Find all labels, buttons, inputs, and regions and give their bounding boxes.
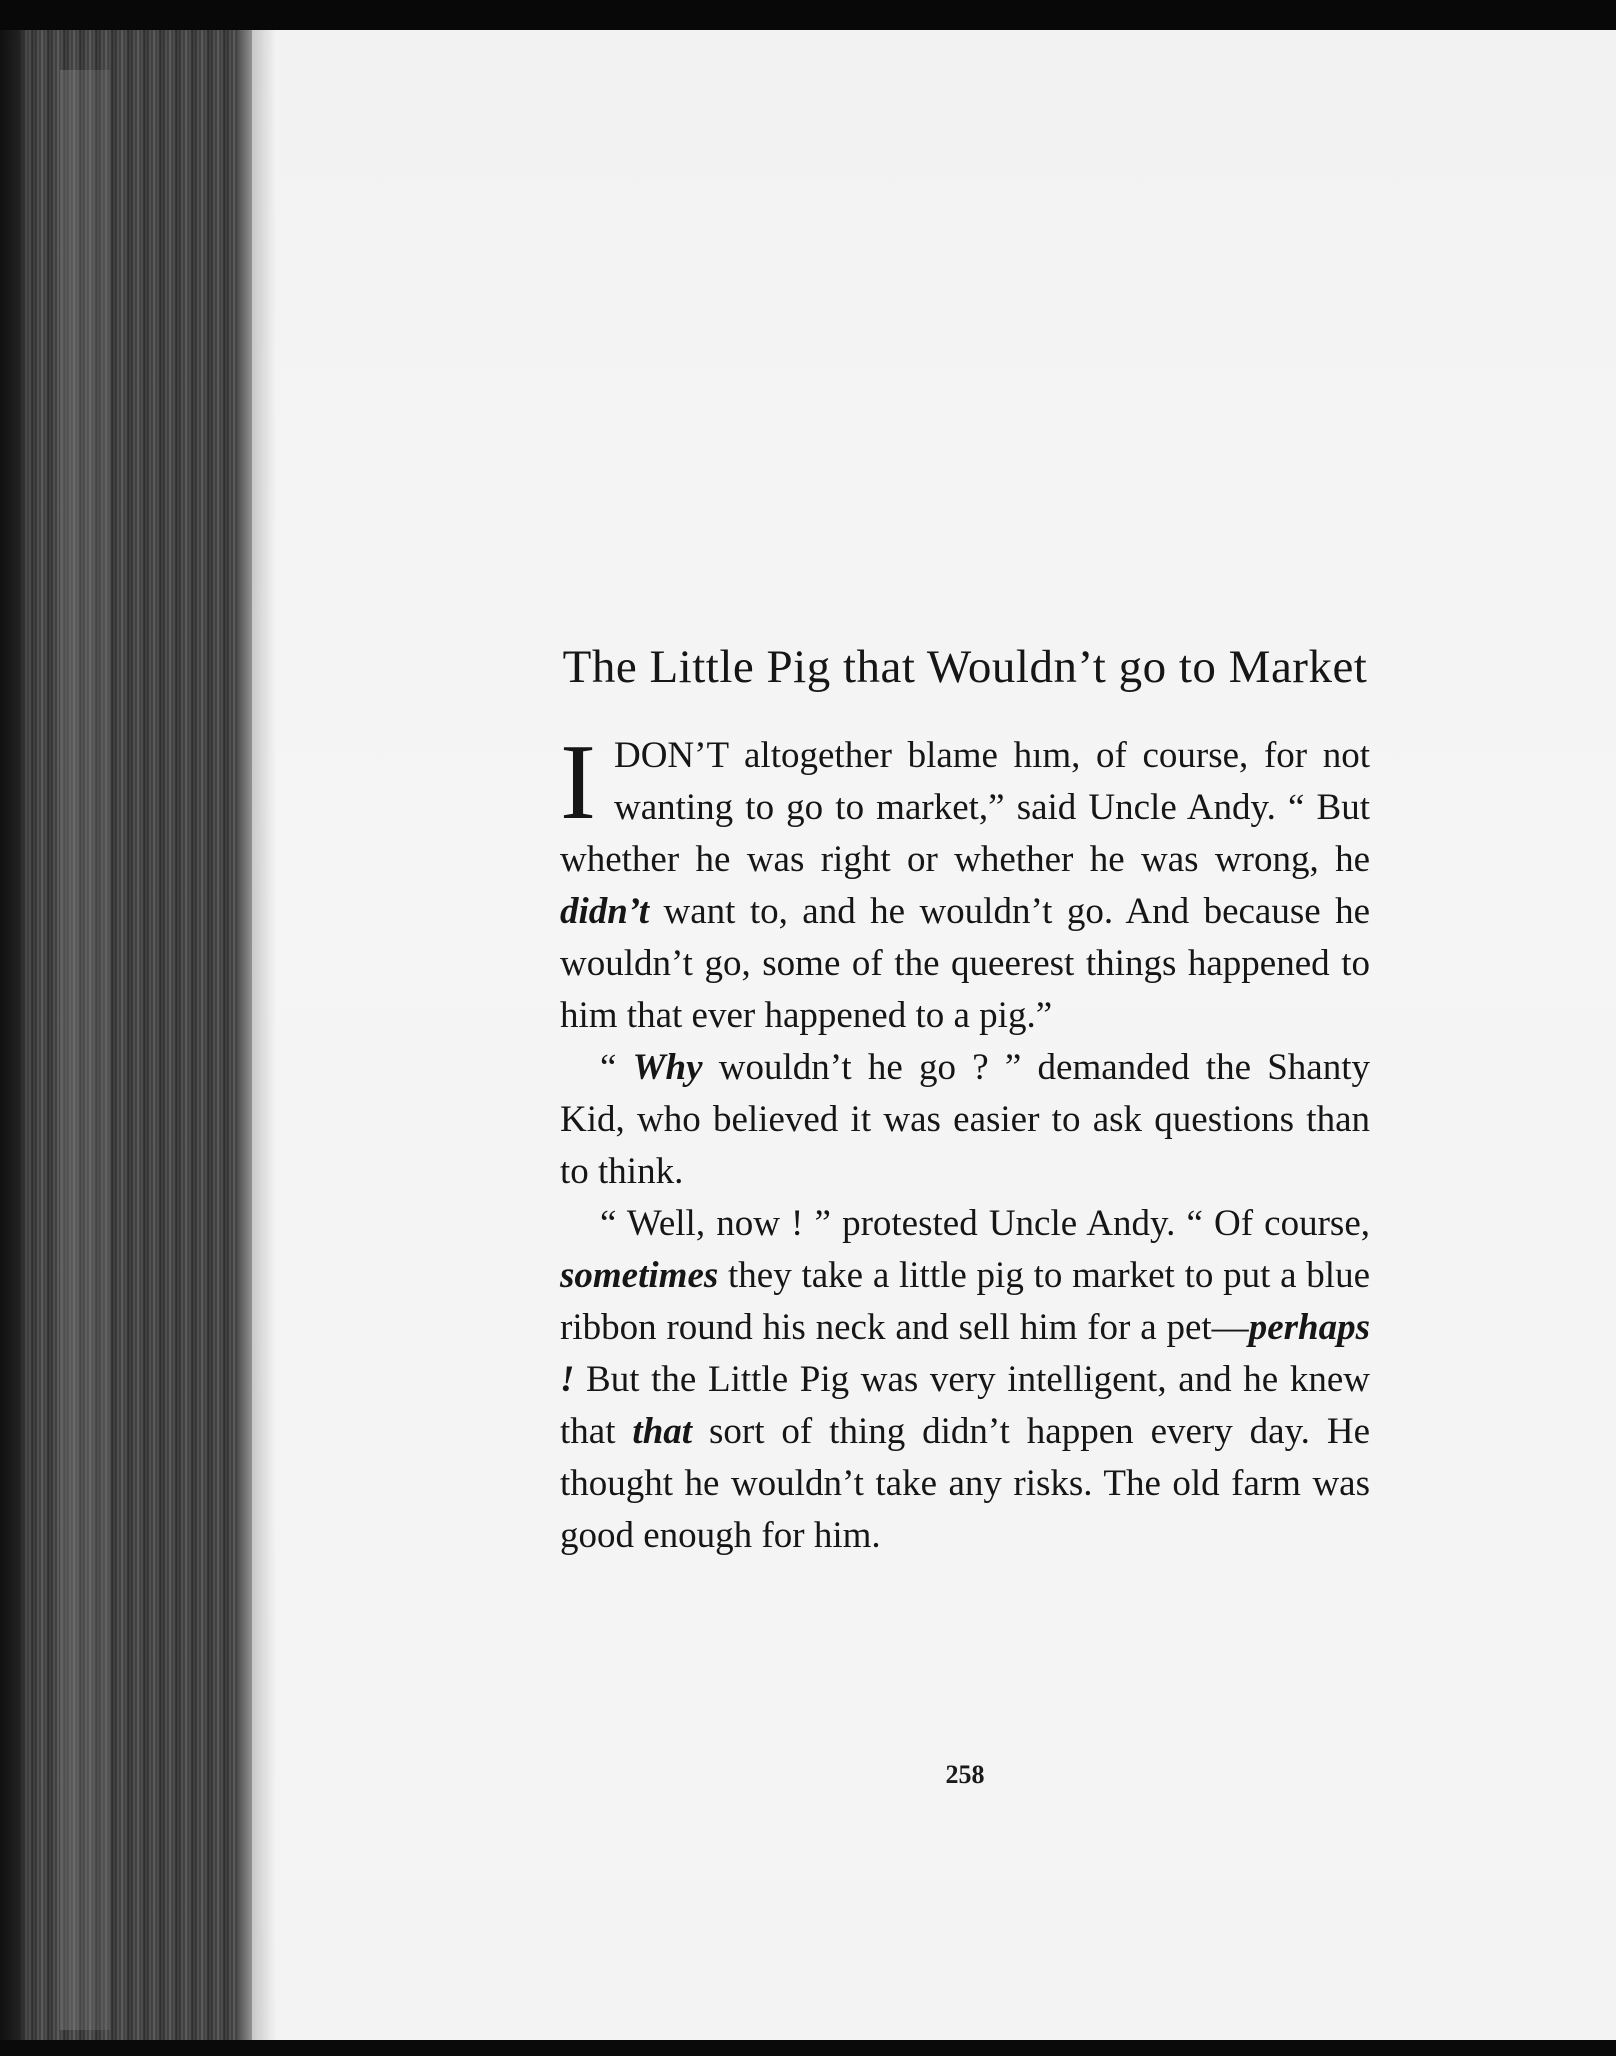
gutter-shadow [252, 30, 276, 2040]
paragraph-2-seg-2: wouldn’t he go ? ” demanded the Shanty Kid, who believed it was easier to ask questions than to think. [560, 1047, 1370, 1192]
scan-bottom-border [0, 2040, 1616, 2056]
paragraph-3-emphasis-1: sometimes [560, 1255, 719, 1296]
paragraph-3-seg-2: they take a little pig to market to put a blue ribbon round his neck and sell him for a pet— [560, 1255, 1370, 1348]
paragraph-1-seg-2: want to, and he wouldn’t go. And because he wouldn’t go, some of the queerest things happened to him that ever happened to a pig.” [560, 891, 1370, 1036]
paragraph-1 [560, 723, 1370, 1042]
paragraph-3-emphasis-3: that [632, 1411, 693, 1452]
paragraph-1-seg-0: DON’T altogether blame hım, of course, for not wanting to go to market,” said Uncle Andy. “ But whether he was right or whether he was wrong, he [560, 735, 1370, 880]
paragraph-3-seg-6: sort of thing didn’t happen every day. He thought he wouldn’t take any risks. The old farm was good enough for him. [560, 1411, 1370, 1556]
paragraph-3 [560, 1198, 1370, 1562]
paragraph-1-emphasis: didn’t [560, 891, 650, 932]
book-page-edges [0, 30, 252, 2040]
paragraph-2-emphasis: Why [632, 1047, 703, 1088]
paragraph-3-emphasis-2: perhaps ! [560, 1307, 1370, 1400]
paragraph-2 [560, 1042, 1370, 1198]
page-edge-highlight [60, 70, 110, 2030]
paragraph-3-seg-4: But the Little Pig was very intelligent, and he knew that [560, 1359, 1370, 1452]
page-text [560, 630, 1370, 1562]
page-number: 258 [945, 1760, 985, 1789]
chapter-title: The Little Pig that Wouldn’t go to Market [562, 641, 1368, 693]
paragraph-3-seg-0: “ Well, now ! ” protested Uncle Andy. “ Of course, [600, 1203, 1370, 1244]
paragraph-2-seg-0: “ [600, 1047, 633, 1088]
drop-cap: I [560, 723, 596, 842]
